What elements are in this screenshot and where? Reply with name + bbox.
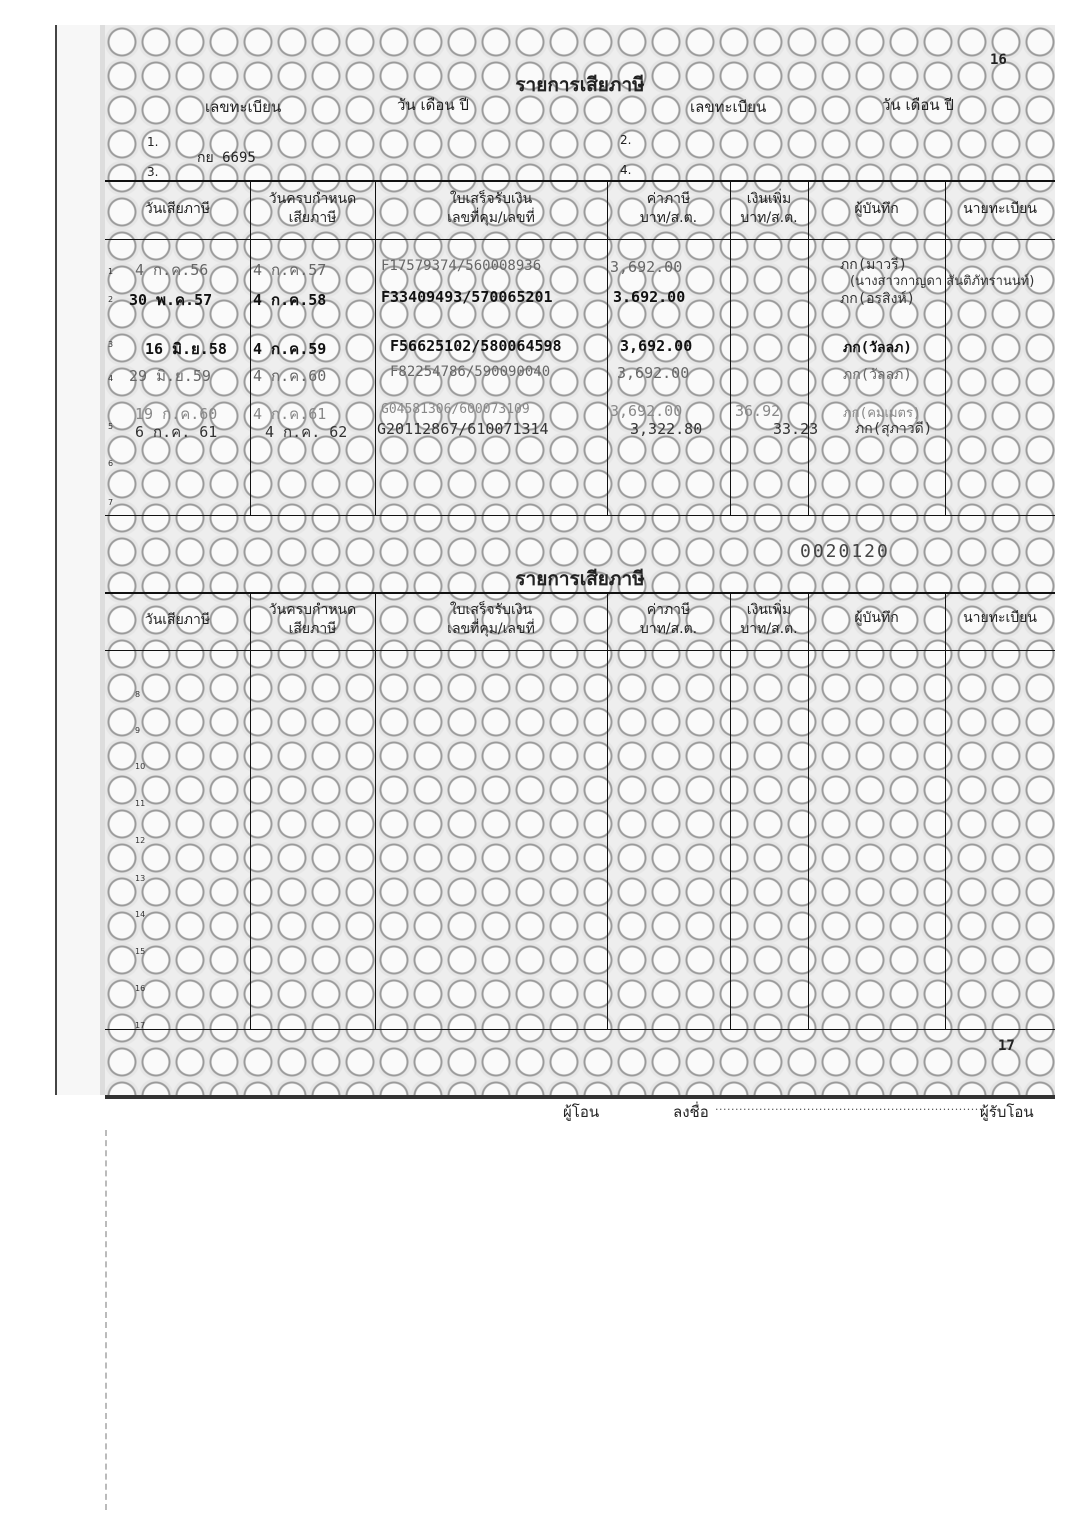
penalty-amount: 33.23: [773, 420, 819, 438]
col-divider: [375, 182, 376, 515]
header-divider: [105, 239, 1055, 240]
section2-title: รายการเสียภาษี: [515, 568, 645, 590]
receipt-number: F56625102/580064598: [390, 337, 562, 355]
row-number: 13: [135, 874, 146, 883]
recorder-name: ภก(วัลลภ): [843, 340, 912, 356]
due-date: 4 ก.ค.60: [253, 367, 327, 385]
paid-date: 19 ก.ค.60: [135, 405, 218, 423]
receipt-number: G04581306/600073109: [381, 402, 530, 417]
header-due-date: วันครบกำหนด เสียภาษี: [268, 602, 357, 637]
reg-slot-2: 2.: [620, 133, 632, 147]
tax-amount: 3,692.00: [617, 364, 690, 382]
transferee-label: ผู้รับโอน: [980, 1103, 1034, 1121]
recorder-name: ภก(อรสิงห์): [840, 291, 916, 307]
header-recorder: ผู้บันทึก: [854, 610, 899, 626]
col-divider: [607, 182, 608, 515]
receipt-number: F33409493/570065201: [381, 288, 553, 306]
registrar-name: (นางสาวกาญดา สันติภัทรานนท์): [850, 274, 1035, 289]
date-label-left: วัน เดือน ปี: [397, 96, 469, 114]
recorder-name: ภก(มาวรี): [840, 257, 908, 273]
receipt-number: G20112867/610071314: [377, 420, 549, 438]
header-tax: ค่าภาษี บาท/ส.ต.: [639, 602, 698, 637]
paid-date: 6 ก.ค. 61: [135, 423, 218, 441]
paid-date: 30 พ.ค.57: [129, 291, 213, 309]
recorder-name: ภก(วัลลภ): [843, 367, 912, 383]
col-divider: [730, 594, 731, 1029]
row-number: 6: [108, 459, 114, 468]
tax-amount: 3,692.00: [620, 337, 693, 355]
header-paid-date: วันเสียภาษี: [144, 201, 211, 217]
row-number: 8: [135, 690, 141, 699]
col-divider: [250, 594, 251, 1029]
recorder-name: ภก(คมเมตร): [843, 406, 921, 421]
row-number: 16: [135, 984, 146, 993]
due-date: 4 ก.ค.57: [253, 261, 327, 279]
receipt-number: F82254786/590090040: [390, 364, 551, 380]
header-due-date: วันครบกำหนด เสียภาษี: [268, 191, 357, 226]
tax-amount: 3.692.00: [613, 288, 686, 306]
header-recorder: ผู้บันทึก: [854, 201, 899, 217]
tax-amount: 3,692.00: [610, 258, 683, 276]
row-number: 7: [108, 498, 114, 507]
col-divider: [730, 182, 731, 515]
tax-record-sheet: [105, 25, 1055, 1095]
page-number-top: 16: [990, 52, 1007, 68]
header-receipt: ใบเสร็จรับเงิน เลขที่คุม/เลขที่: [447, 191, 535, 226]
date-label-right: วัน เดือน ปี: [882, 96, 954, 114]
header-registrar: นายทะเบียน: [963, 610, 1037, 626]
col-divider: [945, 594, 946, 1029]
row-number: 2: [108, 295, 114, 304]
due-date: 4 ก.ค.58: [253, 291, 327, 309]
row-number: 10: [135, 762, 146, 771]
header-receipt: ใบเสร็จรับเงิน เลขที่คุม/เลขที่: [447, 602, 535, 637]
tax-amount: 3,692.00: [610, 402, 683, 420]
paid-date: 29 มิ.ย.59: [129, 367, 211, 385]
col-divider: [375, 594, 376, 1029]
blank-lower-page: [105, 1130, 1057, 1510]
row-number: 12: [135, 836, 146, 845]
sign-label: ลงชื่อ: [673, 1103, 709, 1121]
header-divider: [105, 650, 1055, 651]
header-registrar: นายทะเบียน: [963, 201, 1037, 217]
receipt-number: F17579374/560008936: [381, 258, 542, 274]
registration-number: กย 6695: [197, 150, 256, 166]
col-divider: [808, 182, 809, 515]
row-number: 9: [135, 726, 141, 735]
header-tax: ค่าภาษี บาท/ส.ต.: [639, 191, 698, 226]
paid-date: 4 ก.ค.56: [135, 261, 209, 279]
reg-label-left: เลขทะเบียน: [205, 98, 282, 116]
penalty-amount: 36.92: [735, 402, 781, 420]
page-number-bottom: 17: [998, 1038, 1015, 1054]
col-divider: [250, 182, 251, 515]
col-divider: [808, 594, 809, 1029]
paid-date: 16 มิ.ย.58: [145, 340, 227, 358]
tax-table-1: [105, 180, 1055, 516]
recorder-name: ภก(สุภาวดี): [855, 421, 933, 437]
due-date: 4 ก.ค. 62: [265, 423, 348, 441]
tax-table-2: [105, 592, 1055, 1030]
reg-slot-3: 3.: [147, 165, 159, 179]
header-paid-date: วันเสียภาษี: [144, 612, 211, 628]
header-penalty: เงินเพิ่ม บาท/ส.ต.: [740, 191, 798, 226]
reg-slot-1: 1.: [147, 135, 159, 149]
row-number: 15: [135, 947, 146, 956]
col-divider: [607, 594, 608, 1029]
transfer-footer: [105, 1095, 1055, 1125]
col-divider: [945, 182, 946, 515]
row-number: 11: [135, 799, 146, 808]
row-number: 1: [108, 267, 114, 276]
row-number: 3: [108, 340, 114, 349]
tax-amount: 3,322.80: [630, 420, 703, 438]
row-number: 5: [108, 422, 114, 431]
reg-slot-4: 4.: [620, 163, 632, 177]
form-serial-number: 0020120: [800, 541, 890, 562]
row-number: 17: [135, 1021, 146, 1030]
row-number: 4: [108, 374, 114, 383]
due-date: 4 ก.ค.61: [253, 405, 327, 423]
due-date: 4 ก.ค.59: [253, 340, 327, 358]
reg-label-right: เลขทะเบียน: [690, 98, 767, 116]
row-number: 14: [135, 910, 146, 919]
section1-title: รายการเสียภาษี: [515, 74, 645, 96]
transferor-label: ผู้โอน: [563, 1103, 600, 1121]
signature-dotted-line: ...................................................................: [715, 1100, 983, 1113]
header-penalty: เงินเพิ่ม บาท/ส.ต.: [740, 602, 798, 637]
